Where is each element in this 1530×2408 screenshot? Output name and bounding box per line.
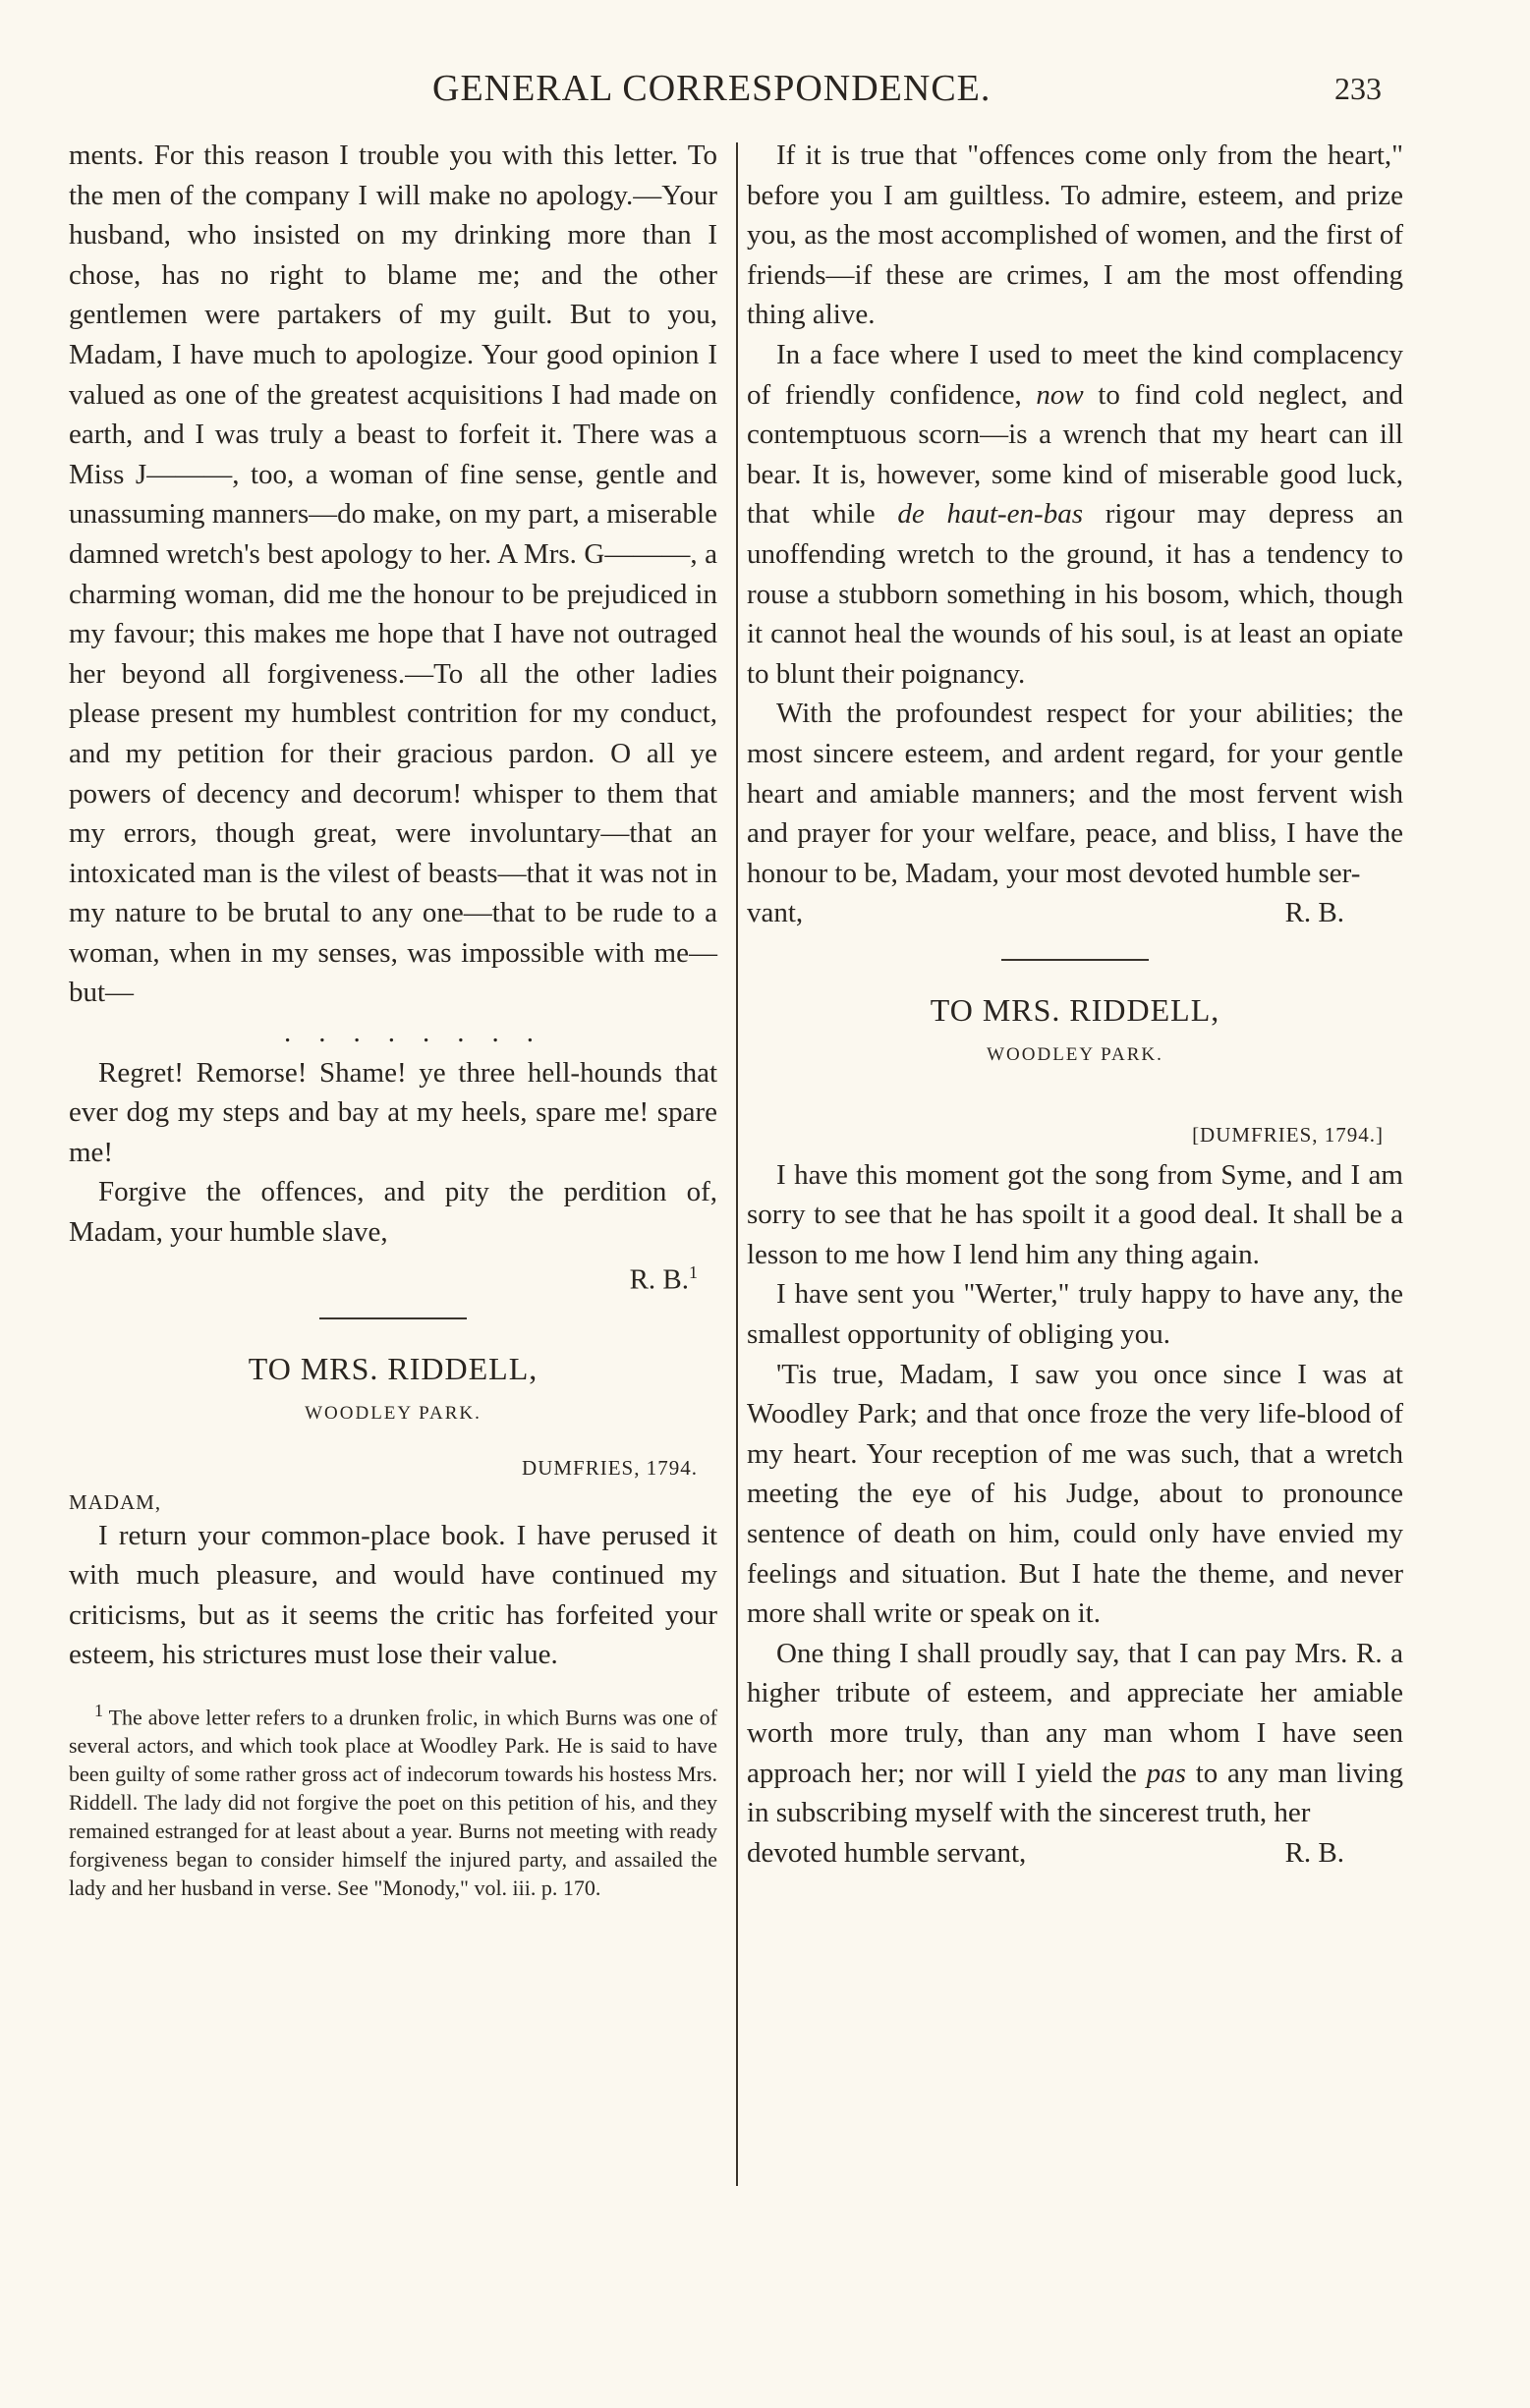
footnote <box>69 1697 717 1902</box>
letter2-paragraph-1: I return your common-place book. I have perused it with much pleasure, and would have continued my criticisms, but as it seems the critic has forfeited your esteem, his strictures must lose their value. <box>69 1519 717 1671</box>
page-header <box>0 67 1530 116</box>
left-column <box>69 136 717 1902</box>
letter3-paragraph-1: I have this moment got the song from Syme, and I am sorry to see that he has spoilt it a good deal. It shall be a lesson to me how I lend him any thing again. <box>747 1158 1403 1270</box>
letter3-dateline: [DUMFRIES, 1794.] <box>1192 1123 1384 1148</box>
page-number: 233 <box>1334 71 1382 106</box>
letter3-paragraph-2: I have sent you "Werter," truly happy to have any, the smallest opportunity of obliging you. <box>747 1278 1403 1351</box>
ellipsis-row: ........ <box>284 1017 561 1049</box>
column-divider <box>736 142 738 2186</box>
letter3-signature: R. B. <box>1284 1836 1344 1869</box>
running-title: GENERAL CORRESPONDENCE. <box>432 68 992 109</box>
section-rule-right <box>1001 959 1149 961</box>
letter3-heading: TO MRS. RIDDELL, <box>930 991 1220 1028</box>
italic-phrase: de haut-en-bas <box>897 498 1083 531</box>
section-rule <box>319 1317 467 1319</box>
letter2-subheading: WOODLEY PARK. <box>305 1403 482 1425</box>
letter1-paragraph-4: If it is true that "offences come only from the heart," before you I am guiltless. To admire, esteem, and prize you, as the most accomplished of women, and the first of friends—if these are crimes, I am the most offending thing alive. <box>747 140 1403 331</box>
letter1-paragraph-1: ments. For this reason I trouble you with this letter. To the men of the company I will make no apology.—Your husband, who insisted on my drinking more than I chose, has no right to blame me; and the other gentlemen were partakers of my guilt. But to you, Madam, I have much to apologize. Your good opinion I valued as one of the greatest acquisitions I had made on earth, and I was truly a beast to forfeit it. There was a Miss J———, too, a woman of fine sense, gentle and unassuming manners—do make, on my part, a miserable damned wretch's best apology to her. A Mrs. G———, a charming woman, did me the honour to be prejudiced in my favour; this makes me hope that I have not outraged her beyond all forgiveness.—To all the other ladies please present my humblest contrition for my conduct, and my petition for their gracious pardon. O all ye powers of decency and decorum! whisper to them that my errors, though great, were involuntary—that an intoxicated man is the vilest of beasts—that it was not in my nature to be brutal to any one—that to be rude to a woman, when in my senses, was impossible with me—but— <box>69 140 717 1009</box>
letter3-paragraph-3: 'Tis true, Madam, I saw you once since I was at Woodley Park; and that once froze the very life-blood of my heart. Your reception of me was such, that a wretch meeting the eye of his Judge, about to pronounce sentence of death on him, could only have envied my feelings and situation. But I hate the theme, and never more shall write or speak on it. <box>747 1358 1403 1630</box>
italic-now: now <box>1036 378 1084 411</box>
letter1-paragraph-2: Regret! Remorse! Shame! ye three hell-hounds that ever dog my steps and bay at my heels, spare me! spare me! <box>69 1056 717 1168</box>
footnote-text: The above letter refers to a drunken frolic, in which Burns was one of several actors, and which took place at Woodley Park. He is said to have been guilty of some rather gross act of indecorum towards his hostess Mrs. Riddell. The lady did not forgive the poet on this petition of his, and they remained estranged for at least about a year. Burns not meeting with ready forgiveness began to consider himself the injured party, and assailed the lady and her husband in verse. See "Monody," vol. iii. p. 170. <box>69 1705 717 1901</box>
letter1-signature-right: R. B. <box>1284 897 1344 929</box>
letter1-paragraph-6: With the profoundest respect for your abilities; the most sincere esteem, and ardent regard, for your gentle heart and amiable manners; and the most fervent wish and prayer for your welfare, peace, and bliss, I have the honour to be, Madam, your most devoted humble ser- <box>747 698 1403 889</box>
letter2-dateline: DUMFRIES, 1794. <box>522 1456 698 1481</box>
letter1-signature <box>69 1253 717 1300</box>
letter3-subheading: WOODLEY PARK. <box>987 1044 1163 1066</box>
footnote-number: 1 <box>94 1701 103 1721</box>
letter1-paragraph-3: Forgive the offences, and pity the perdition of, Madam, your humble slave, <box>69 1176 717 1249</box>
letter2-heading: TO MRS. RIDDELL, <box>248 1350 538 1386</box>
italic-pas: pas <box>1146 1757 1186 1789</box>
letter1-closing-line: vant, R. B. <box>747 893 1403 933</box>
letter3-paragraph-4: One thing I shall proudly say, that I can pay Mrs. R. a higher tribute of esteem, and appreciate her amiable worth more truly, than any man whom I have seen approach her; nor will I yield the pas to any man living in subscribing myself with the sincerest truth, her <box>747 1637 1404 1829</box>
letter1-paragraph-5: In a face where I used to meet the kind complacency of friendly confidence, now to find cold neglect, and contemptuous scorn—is a wrench that my heart can ill bear. It is, however, some kind of miserable good luck, that while de haut-en-bas rigour may depress an unoffending wretch to the ground, it has a tendency to rouse a stubborn something in his bosom, which, though it cannot heal the wounds of his soul, is at least an opiate to blunt their poignancy. <box>747 338 1403 690</box>
letter3-closing-line: devoted humble servant, R. B. <box>747 1833 1403 1874</box>
right-column <box>747 136 1403 1873</box>
signature-text: R. B. <box>629 1263 689 1296</box>
footnote-marker[interactable]: 1 <box>689 1261 698 1282</box>
letter2-salutation: MADAM, <box>69 1489 162 1514</box>
